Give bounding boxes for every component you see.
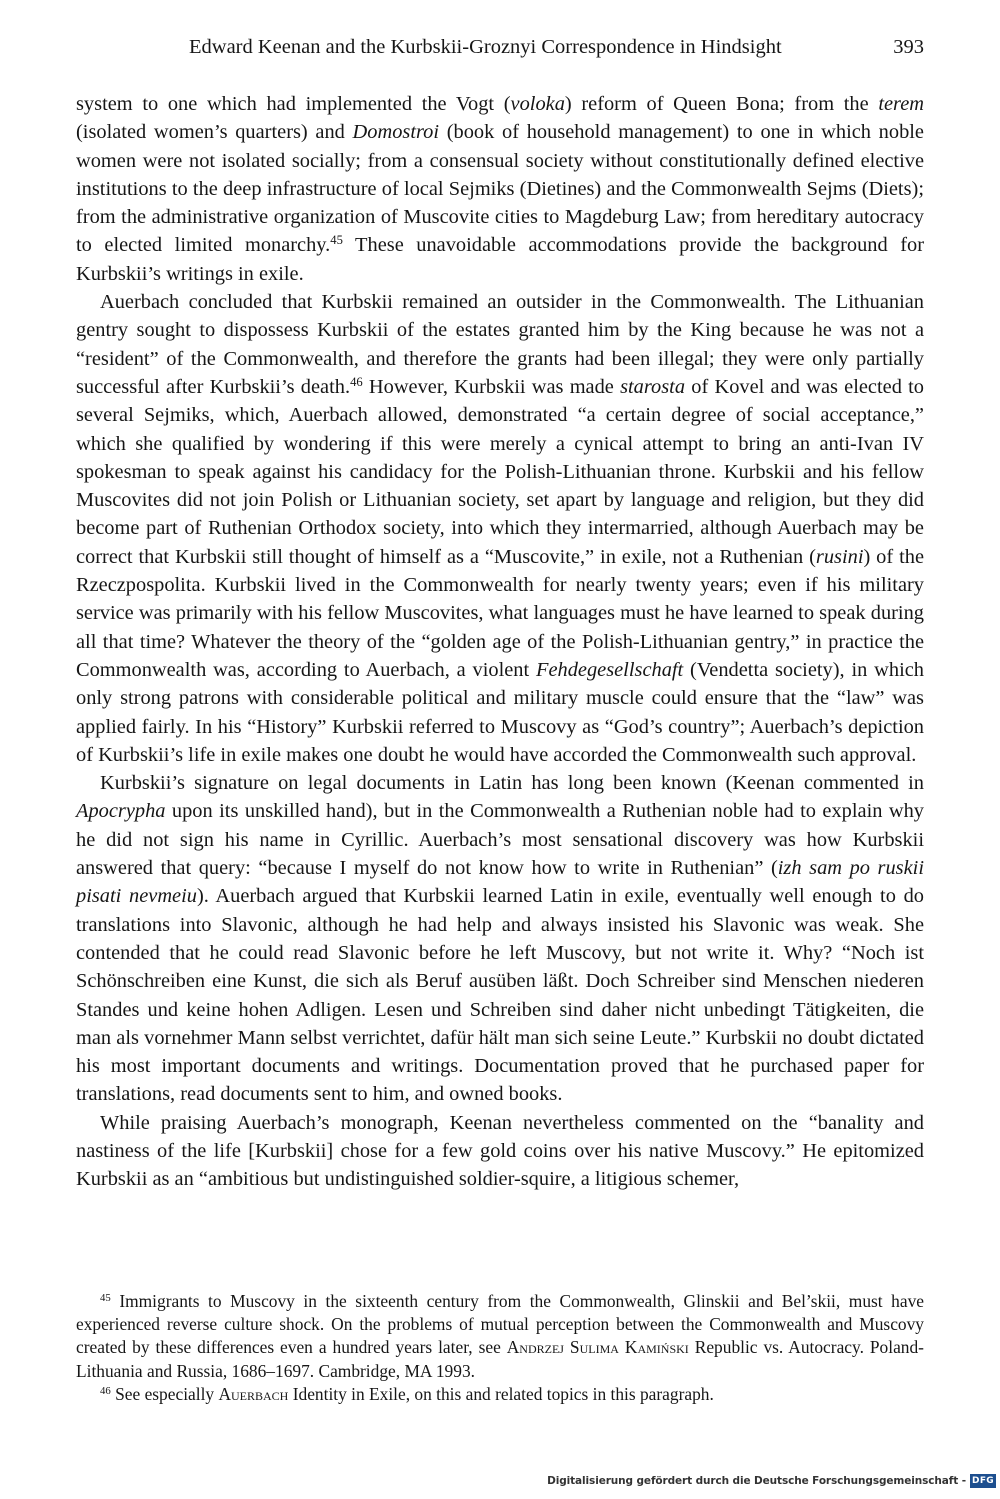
italic-term: Domostroi (352, 121, 440, 144)
text-run: system to one which had implemented the Vogt ( (76, 93, 511, 115)
italic-term: terem (878, 93, 924, 115)
text-run: Republic vs. Autocracy. Poland-Lithuania and Russia, 1686–1697. Cambridge, MA 1993. (76, 1337, 924, 1381)
text-run: Identity in Exile, on this and related topics in this paragraph. (288, 1383, 714, 1404)
text-run: However, Kurbskii was made (362, 375, 621, 398)
italic-term: starosta (620, 375, 686, 398)
page-number: 393 (893, 36, 924, 58)
text-run: While praising Auerbach’s monograph, Keenan nevertheless commented on the “banality and nastiness of the life [Kurbskii] chose for a few gold coins over his native Muscovy.” He epitomized Kurbskii as an “ambitious but undistinguished soldier-squire, a litigious schemer, (76, 1111, 924, 1191)
italic-term: rusini (815, 545, 864, 568)
footnote-45 (76, 1290, 924, 1383)
text-run: See especially (110, 1383, 219, 1404)
page-header (76, 36, 924, 66)
footnote-ref-45[interactable]: 45 (330, 233, 343, 248)
italic-term: Fehdegesellschaft (536, 658, 684, 681)
text-run: (Vendetta society), in which only strong patrons with considerable political and military muscle could ensure that the “law” was applied fairly. In his “History” Kurbskii referred to Muscovy as “God’s country”; Auerbach’s depiction of Kurbskii’s life in exile makes one doubt he would have accorded the Commonwealth such approval. (76, 658, 924, 766)
text-run: Immigrants to Muscovy in the sixteenth century from the Commonwealth, Glinskii and Bel’skii, must have experienced reverse culture shock. On the problems of mutual perception between the Commonwealth and Muscovy created by these differences even a hundred years later, see (76, 1291, 924, 1358)
footnote-ref-46[interactable]: 46 (350, 375, 363, 390)
paragraph-1 (76, 90, 924, 288)
italic-term: voloka (510, 93, 565, 115)
text-run: These unavoidable accommodations provide the background for Kurbskii’s writings in exile. (76, 234, 924, 285)
funding-text: Digitalisierung gefördert durch die Deutsche Forschungsgemeinschaft - (547, 1475, 966, 1487)
footnotes (76, 1290, 924, 1406)
text-run: (book of household management) to one in which noble women were not isolated socially; from a consensual society without constitutionally defined elective institutions to the deep infrastructure of local Sejmiks (Dietines) and the Commonwealth Sejms (Diets); from the administrative organization of Muscovite cities to Magdeburg Law; from hereditary autocracy to elected limited monarchy. (76, 121, 924, 257)
text-run: ). Auerbach argued that Kurbskii learned Latin in exile, eventually well enough to do translations into Slavonic, although he had help and always insisted his Slavonic was weak. She contended that he could read Slavonic before he left Muscovy, but not write it. Why? “Noch ist Schönschreiben eine Kunst, die sich als Beruf ausüben läßt. Doch Schreiber sind Menschen niederen Standes und keine hohen Adligen. Lesen und Schreiben sind daher nicht unbedingt Tätigkeiten, die man als vornehmer Mann selbst verrichtet, dafür hält man sich seine Leute.” Kurbskii no doubt dictated his most important documents and writings. Documentation proved that he purchased paper for translations, read documents sent to him, and owned books. (76, 885, 924, 1106)
text-run: ) of the Rzeczpospolita. Kurbskii lived in the Commonwealth for nearly twenty years; even if his military service was primarily with his fellow Muscovites, what languages must he have learned to speak during all that time? Whatever the theory of the “golden age of the Polish-Lithuanian gentry,” in practice the Commonwealth was, according to Auerbach, a violent (76, 545, 924, 681)
funding-note (547, 1472, 996, 1490)
italic-term: Apocrypha (76, 800, 166, 823)
main-text (76, 90, 924, 1194)
author-name: Auerbach (218, 1383, 289, 1404)
text-run: upon its unskilled hand), but in the Commonwealth a Ruthenian noble had to explain why he did not sign his name in Cyrillic. Auerbach’s most sensational discovery was how Kurbskii answered that query: “because I myself do not know how to write in Ruthenian” ( (76, 800, 924, 880)
footnote-46 (76, 1383, 924, 1406)
text-run: of Kovel and was elected to several Sejmiks, which, Auerbach allowed, demonstrated “a certain degree of social acceptance,” which she qualified by wondering if this were merely a cynical attempt to bring an anti-Ivan IV spokesman to speak against his candidacy for the Polish-Lithuanian throne. Kurbskii and his fellow Muscovites did not join Polish or Lithuanian society, set apart by language and religion, but they did become part of Ruthenian Orthodox society, into which they intermarried, although Auerbach may be correct that Kurbskii still thought of himself as a “Muscovite,” in exile, not a Ruthenian ( (76, 375, 924, 568)
footnote-number: 46 (100, 1384, 111, 1397)
paragraph-3 (76, 769, 924, 1109)
paragraph-2 (76, 288, 924, 769)
author-name: Andrzej Sulima Kamiński (506, 1337, 689, 1358)
paragraph-4 (76, 1109, 924, 1194)
footnote-number: 45 (100, 1292, 111, 1305)
italic-term: izh sam po ruskii pisati nevmeiu (76, 857, 924, 908)
text-run: (isolated women’s quarters) and (76, 121, 353, 144)
dfg-logo: DFG (970, 1474, 996, 1488)
running-head: Edward Keenan and the Kurbskii-Groznyi Correspondence in Hindsight (189, 36, 782, 58)
text-run: Kurbskii’s signature on legal documents in Latin has long been known (Keenan commented in (100, 772, 924, 795)
text-run: ) reform of Queen Bona; from the (564, 93, 879, 115)
text-run: Auerbach concluded that Kurbskii remained an outsider in the Commonwealth. The Lithuanian gentry sought to dispossess Kurbskii of the estates granted him by the King because he was not a “resident” of the Commonwealth, and therefore the grants had been illegal; they were only partially successful after Kurbskii’s death. (76, 291, 924, 398)
